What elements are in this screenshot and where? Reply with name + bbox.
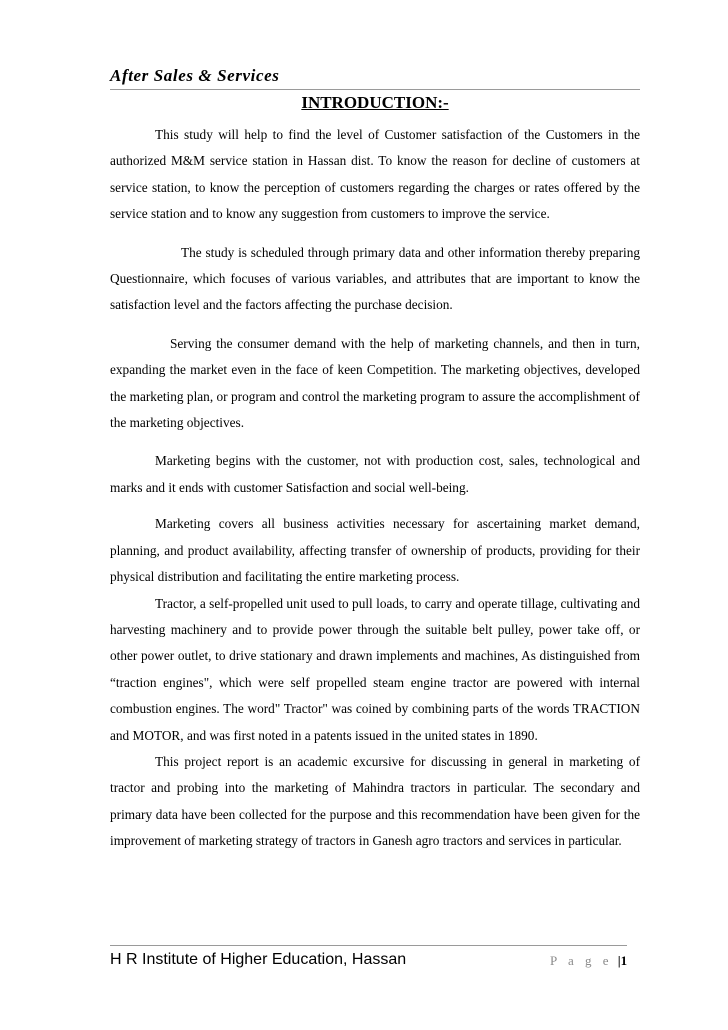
paragraph-marketing-channels: Serving the consumer demand with the help of marketing channels, and then in turn, expanding the market even in the face of keen Competition. The marketing objectives, developed the marketing plan, or program and control the marketing program to assure the accomplishment of the marketing objectives.	[110, 335, 640, 431]
page-label: P a g e	[550, 953, 613, 968]
paragraph-project-report: This project report is an academic excursive for discussing in general in marketing of tractor and probing into the marketing of Mahindra tractors in particular. The secondary and primary data have been collected for the purpose and this recommendation have been given for the improvement of marketing strategy of tractors in Ganesh agro tractors and services in particular.	[110, 753, 640, 849]
footer-institute-name: H R Institute of Higher Education, Hassan	[110, 951, 407, 968]
footer-page-number	[550, 953, 627, 969]
paragraph-tractor-definition: Tractor, a self-propelled unit used to pull loads, to carry and operate tillage, cultivating and harvesting machinery and to provide power through the suitable belt pulley, power take off, or other power outlet, to drive stationary and drawn implements and machines, As distinguished from “traction engines", which were self propelled steam engine tractor are powered with internal combustion engines. The word" Tractor" was coined by combining parts of the words TRACTION and MOTOR, and was first noted in a patents issued in the united states in 1890.	[110, 595, 640, 743]
paragraph-marketing-begins: Marketing begins with the customer, not with production cost, sales, technological and marks and it ends with customer Satisfaction and social well-being.	[110, 453, 640, 495]
header-divider	[110, 89, 640, 90]
section-heading: INTRODUCTION:-	[301, 93, 449, 112]
page-number: 1	[620, 953, 628, 968]
body-text	[110, 122, 640, 855]
paragraph-marketing-covers: Marketing covers all business activities necessary for ascertaining market demand, planning, and product availability, affecting transfer of ownership of products, providing for their physical distribution and facilitating the entire marketing process.	[110, 516, 640, 585]
footer-divider	[110, 945, 627, 946]
paragraph-study-purpose: This study will help to find the level of Customer satisfaction of the Customers in the authorized M&M service station in Hassan dist. To know the reason for decline of customers at service station, to know the perception of customers regarding the charges or rates offered by the service station and to know any suggestion from customers to improve the service.	[110, 127, 640, 222]
page-separator: |	[617, 953, 621, 968]
paragraph-study-method: The study is scheduled through primary data and other information thereby preparing Questionnaire, which focuses of various variables, and attributes that are important to know the satisfaction level and the factors affecting the purchase decision.	[110, 244, 640, 313]
running-header-title: After Sales & Services	[110, 66, 280, 85]
